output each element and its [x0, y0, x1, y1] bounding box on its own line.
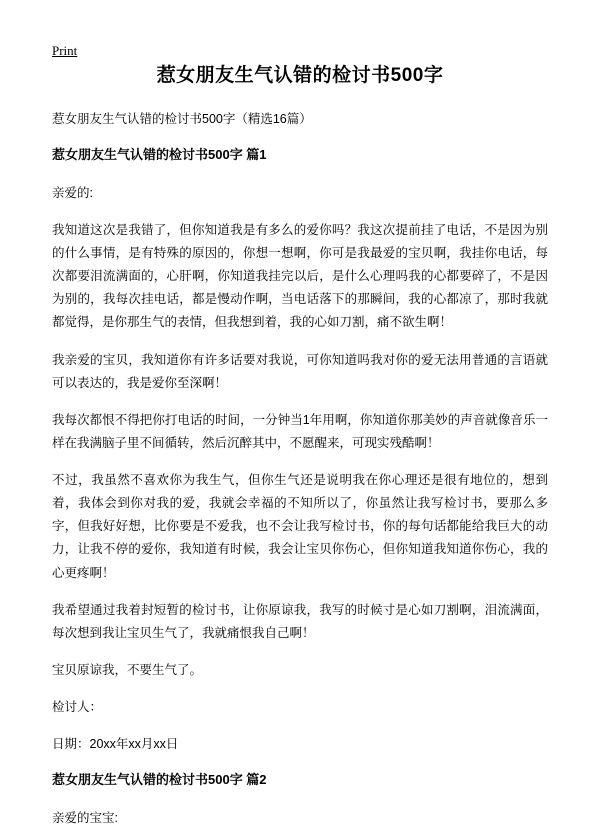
paragraph: 我知道这次是我错了，但你知道我是有多么的爱你吗？我这次提前挂了电话，不是因为别的什么事情，是有特殊的原因的，你想一想啊，你可是我最爱的宝贝啊，我挂你电话，每次都要泪流满面的，心肝啊，你知道我挂完以后，是什么心理吗我的心都要碎了，不是因为别的，我每次挂电话，都是慢动作啊，当电话落下的那瞬间，我的心都凉了，那时我就都觉得，是你那生气的表情，但我想到着，我的心如刀割，痛不欲生啊！: [52, 222, 548, 330]
print-link[interactable]: Print: [52, 43, 78, 58]
paragraph: 我每次都恨不得把你打电话的时间，一分钟当1年用啊，你知道你那美妙的声音就像音乐一样在我满脑子里不间循转，然后沉醉其中，不愿醒来，可现实残酷啊！: [52, 412, 548, 450]
paragraph: 亲爱的:: [52, 185, 93, 200]
section-heading-1: 惹女朋友生气认错的检讨书500字 篇1: [52, 147, 267, 162]
paragraph: 不过，我虽然不喜欢你为我生气，但你生气还是说明我在你心理还是很有地位的，想到着，我体会到你对我的爱，我就会幸福的不知所以了，你虽然让我写检讨书，要那么多字，但我好好想，比你要是不爱我，也不会让我写检讨书，你的每句话都能给我巨大的动力，让我不停的爱你，我知道有时候，我会让宝贝你伤心，但你知道我知道你伤心，我的心更疼啊！: [52, 473, 548, 580]
date-line: 日期：20xx年xx月xx日: [52, 737, 179, 752]
section-heading-2: 惹女朋友生气认错的检讨书500字 篇2: [52, 772, 267, 788]
paragraph: 亲爱的宝宝:: [52, 811, 118, 826]
paragraph: 我希望通过我着封短暂的检讨书，让你原谅我，我写的时候寸是心如刀割啊，泪流满面，每次想到我让宝贝生气了，我就痛恨我自己啊！: [52, 602, 548, 640]
paragraph: 宝贝原谅我，不要生气了。: [52, 662, 203, 677]
paragraph: 我亲爱的宝贝，我知道你有许多话要对我说，可你知道吗我对你的爱无法用普通的言语就可以表达的，我是爱你至深啊！: [52, 352, 548, 390]
page-title: 惹女朋友生气认错的检讨书500字: [156, 65, 444, 86]
signature-line: 检讨人：: [52, 700, 103, 715]
document-subtitle: 惹女朋友生气认错的检讨书500字（精选16篇）: [52, 112, 312, 126]
